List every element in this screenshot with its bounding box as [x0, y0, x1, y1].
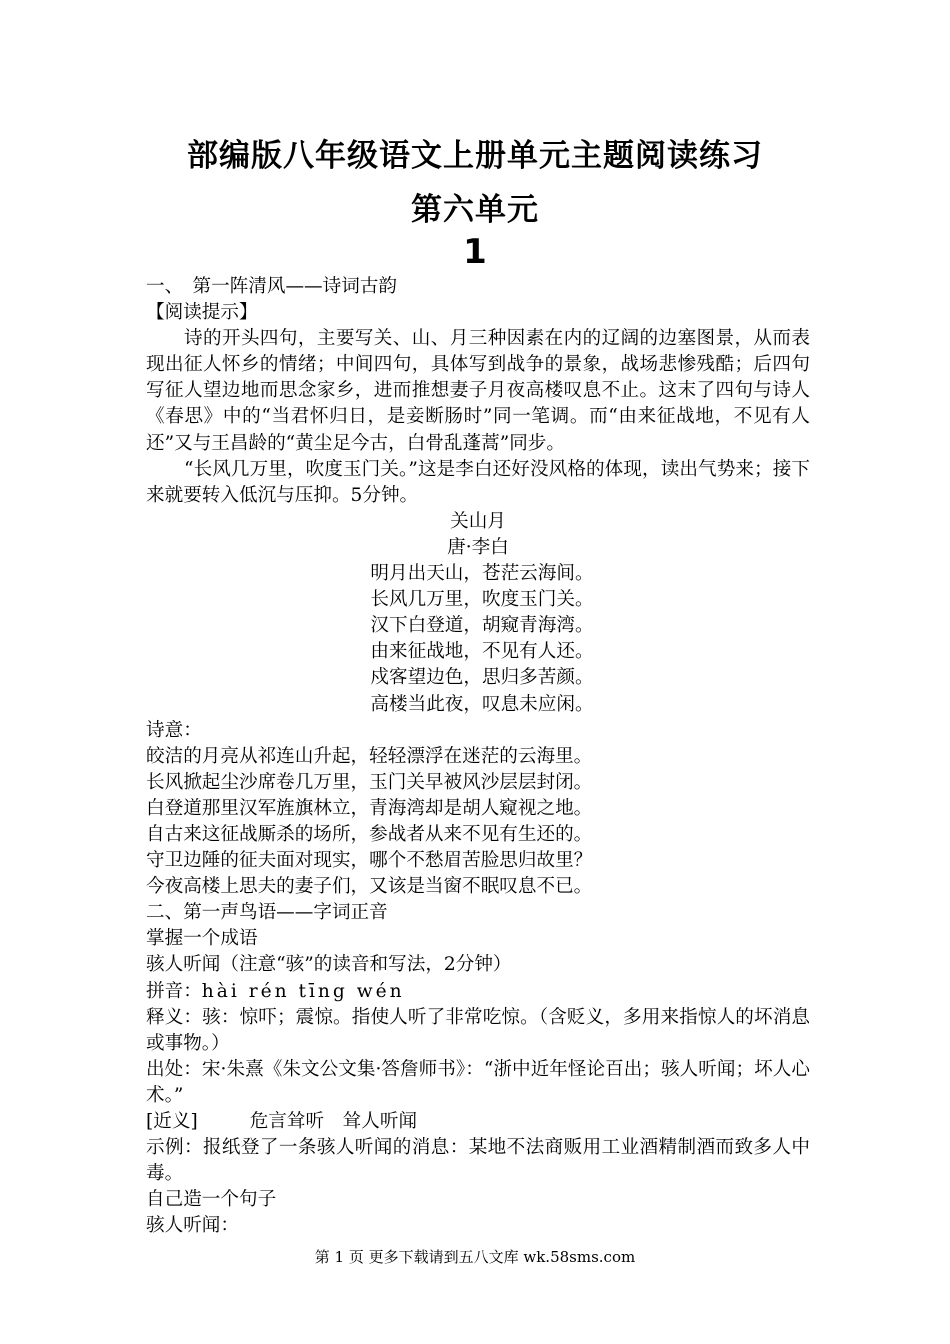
meaning-line: 白登道那里汉军旌旗林立，青海湾却是胡人窥视之地。	[146, 797, 593, 819]
make-sentence-label: 自己造一个句子	[146, 1189, 277, 1211]
poem-author: 唐·李白	[447, 536, 509, 558]
idiom-line: 骇人听闻（注意“骇”的读音和写法，2分钟）	[146, 954, 512, 976]
poem-line: 长风几万里，吹度玉门关。	[370, 589, 594, 611]
document-body	[146, 274, 810, 1239]
meaning-label: 诗意：	[146, 719, 202, 741]
pinyin-text: hài rén tīng wén	[201, 980, 405, 1002]
sentence-prompt: 骇人听闻：	[146, 1215, 239, 1237]
poem-line: 由来征战地，不见有人还。	[370, 641, 594, 663]
meaning-line: 守卫边陲的征夫面对现实，哪个不愁眉苦脸思归故里？	[146, 850, 593, 872]
example-paragraph: 示例：报纸登了一条骇人听闻的消息：某地不法商贩用工业酒精制酒而致多人中毒。	[146, 1137, 810, 1185]
synonyms-label: [近义]	[146, 1111, 198, 1132]
poem-line: 高楼当此夜，叹息未应闲。	[370, 693, 594, 715]
reading-tip-paragraph-2: “长风几万里，吹度玉门关。”这是李白还好没风格的体现，读出气势来；接下来就要转入低沉与压抑。5分钟。	[146, 458, 810, 506]
lesson-number: 1	[463, 232, 487, 272]
poem-line: 汉下白登道，胡窥青海湾。	[370, 615, 594, 637]
meaning-line: 今夜高楼上思夫的妻子们，又该是当窗不眠叹息不已。	[146, 876, 593, 898]
section2-heading: 二、第一声鸟语——字词正音	[146, 902, 388, 924]
reading-tip-paragraph-1: 诗的开头四句，主要写关、山、月三种因素在内的辽阔的边塞图景，从而表现出征人怀乡的情绪；中间四句，具体写到战争的景象，战场悲惨残酷；后四句写征人望边地而思念家乡，进而推想妻子月夜高楼叹息不止。这末了四句与诗人《春思》中的“当君怀归日，是妾断肠时”同一笔调。而“由来征战地，不见有人还”又与王昌龄的“黄尘足今古，白骨乱蓬蒿”同步。	[146, 328, 810, 454]
unit-title: 第六单元	[411, 192, 539, 228]
meaning-line: 自古来这征战厮杀的场所，参战者从来不见有生还的。	[146, 823, 593, 845]
synonyms-text: 危言耸听 耸人听闻	[249, 1111, 418, 1132]
poem-title: 关山月	[450, 510, 506, 532]
poem-line: 戍客望边色，思归多苦颜。	[370, 667, 594, 689]
reading-tip-label: 【阅读提示】	[146, 302, 258, 324]
idiom-sub-heading: 掌握一个成语	[146, 928, 258, 950]
poem-line: 明月出天山，苍茫云海间。	[370, 563, 594, 585]
definition-paragraph: 释义：骇：惊吓；震惊。指使人听了非常吃惊。（含贬义，多用来指惊人的坏消息或事物。）	[146, 1006, 810, 1054]
meaning-line: 长风掀起尘沙席卷几万里，玉门关早被风沙层层封闭。	[146, 771, 593, 793]
synonyms-line	[146, 1109, 810, 1135]
pinyin-line	[146, 979, 810, 1005]
page-footer: 第 1 页 更多下载请到五八文库 wk.58sms.com	[314, 1248, 636, 1266]
document-title: 部编版八年级语文上册单元主题阅读练习	[187, 138, 763, 174]
source-paragraph: 出处：宋·朱熹《朱文公文集·答詹师书》：“浙中近年怪论百出；骇人听闻；坏人心术。”	[146, 1058, 810, 1106]
pinyin-label: 拼音：	[146, 980, 202, 1002]
meaning-line: 皎洁的月亮从祁连山升起，轻轻漂浮在迷茫的云海里。	[146, 745, 593, 767]
section1-heading: 一、 第一阵清风——诗词古韵	[146, 276, 398, 297]
